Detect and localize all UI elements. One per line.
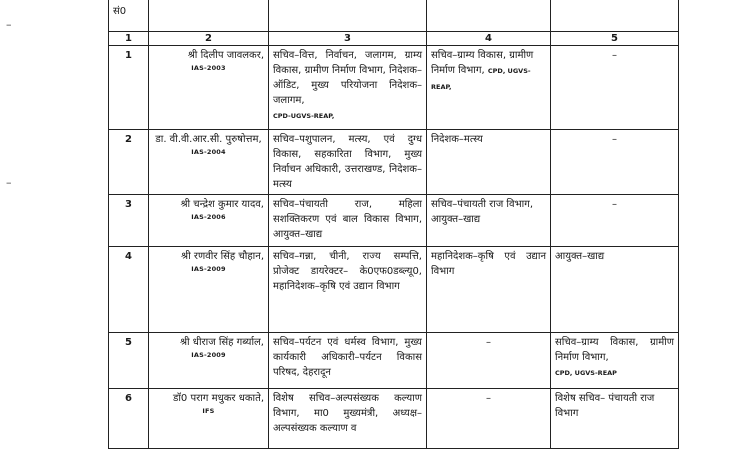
- officer-name: श्री धीराज सिंह गर्ब्याल,: [179, 337, 264, 348]
- officer-name: श्री दिलीप जावलकर,: [187, 50, 264, 61]
- officer-name: श्री रणवीर सिंह चौहान,: [181, 251, 264, 262]
- current-posts-code: CPD-UGVS-REAP,: [273, 112, 335, 120]
- current-posts: सचिव–पशुपालन, मत्स्य, एवं दुग्ध विकास, सहकारिता विभाग, मुख्य निर्वाचन अधिकारी, उत्तराखण्ड, निदेशक– मत्स्य: [269, 130, 427, 195]
- removed-posts: सचिव–पंचायती राज विभाग, आयुक्त–खाद्य: [427, 195, 551, 247]
- officer-cadre: IAS-2009: [191, 265, 226, 273]
- serial-number: 5: [109, 333, 149, 389]
- serial-number: 3: [109, 195, 149, 247]
- removed-posts: सचिव–ग्राम्य विकास, ग्रामीण निर्माण विभाग,: [431, 50, 534, 76]
- officer-transfer-table: [108, 0, 679, 449]
- sn-header: सं0: [109, 0, 149, 32]
- officer-name-cell: [149, 130, 269, 195]
- officer-name: श्री चन्द्रेश कुमार यादव,: [180, 199, 264, 210]
- officer-name-cell: [149, 247, 269, 333]
- header-label-row: [109, 0, 679, 32]
- column-number: 5: [551, 32, 679, 46]
- officer-name-cell: [149, 333, 269, 389]
- officer-name: डा. वी.वी.आर.सी. पुरुषोत्तम,: [155, 134, 262, 145]
- current-posts: सचिव–पंचायती राज, महिला सशक्तिकरण एवं बाल विकास विभाग, आयुक्त–खाद्य: [269, 195, 427, 247]
- removed-posts: –: [427, 333, 551, 389]
- new-posts-code: CPD, UGVS-REAP: [555, 369, 617, 377]
- serial-number: 1: [109, 46, 149, 130]
- new-posts: सचिव–ग्राम्य विकास, ग्रामीण निर्माण विभाग,: [555, 337, 674, 363]
- officer-cadre: IAS-2004: [191, 148, 226, 156]
- new-posts: आयुक्त–खाद्य: [551, 247, 679, 333]
- current-posts: विशेष सचिव–अल्पसंख्यक कल्याण विभाग, मा0 मुख्यमंत्री, अध्यक्ष– अल्पसंख्यक कल्याण व: [269, 389, 427, 449]
- new-posts: –: [551, 130, 679, 195]
- column-number: 2: [149, 32, 269, 46]
- table-row: [109, 130, 679, 195]
- table-row: [109, 247, 679, 333]
- new-posts-cell: [551, 333, 679, 389]
- current-posts: सचिव–पर्यटन एवं धर्मस्व विभाग, मुख्य कार्यकारी अधिकारी–पर्यटन विकास परिषद, देहरादून: [269, 333, 427, 389]
- officer-name-cell: [149, 195, 269, 247]
- officer-cadre: IFS: [202, 407, 215, 415]
- current-posts: सचिव–गन्ना, चीनी, राज्य सम्पत्ति, प्रोजेक्ट डायरेक्टर– के0एफ0डब्ल्यू0, महानिदेशक–कृषि एवं उद्यान विभाग: [269, 247, 427, 333]
- current-posts: सचिव–वित्त, निर्वाचन, जलागम, ग्राम्य विकास, ग्रामीण निर्माण विभाग, निदेशक–ऑडिट, मुख्य परियोजना निदेशक–जलागम,: [273, 50, 422, 106]
- margin-mark: –: [6, 18, 12, 31]
- column-number: 1: [109, 32, 149, 46]
- serial-number: 2: [109, 130, 149, 195]
- officer-cadre: IAS-2006: [191, 213, 226, 221]
- removed-posts: –: [427, 389, 551, 449]
- margin-mark: –: [6, 176, 12, 189]
- officer-name: डॉ0 पराग मधुकर धकाते,: [172, 393, 264, 404]
- header-cell: [551, 0, 679, 32]
- removed-posts-cell: [427, 46, 551, 130]
- column-number: 4: [427, 32, 551, 46]
- removed-posts: महानिदेशक–कृषि एवं उद्यान विभाग: [427, 247, 551, 333]
- column-number-row: [109, 32, 679, 46]
- officer-name-cell: [149, 389, 269, 449]
- table-row: [109, 195, 679, 247]
- header-cell: [149, 0, 269, 32]
- officer-name-cell: [149, 46, 269, 130]
- removed-posts-code: CPD, UGVS-REAP,: [431, 67, 531, 91]
- table-row: [109, 46, 679, 130]
- officer-cadre: IAS-2003: [191, 64, 226, 72]
- column-number: 3: [269, 32, 427, 46]
- new-posts: –: [551, 46, 679, 130]
- new-posts: विशेष सचिव– पंचायती राज विभाग: [551, 389, 679, 449]
- officer-cadre: IAS-2009: [191, 351, 226, 359]
- header-cell: [269, 0, 427, 32]
- serial-number: 4: [109, 247, 149, 333]
- header-cell: [427, 0, 551, 32]
- table-row: [109, 389, 679, 449]
- table-row: [109, 333, 679, 389]
- new-posts: –: [551, 195, 679, 247]
- removed-posts: निदेशक–मत्स्य: [427, 130, 551, 195]
- serial-number: 6: [109, 389, 149, 449]
- current-posts-cell: [269, 46, 427, 130]
